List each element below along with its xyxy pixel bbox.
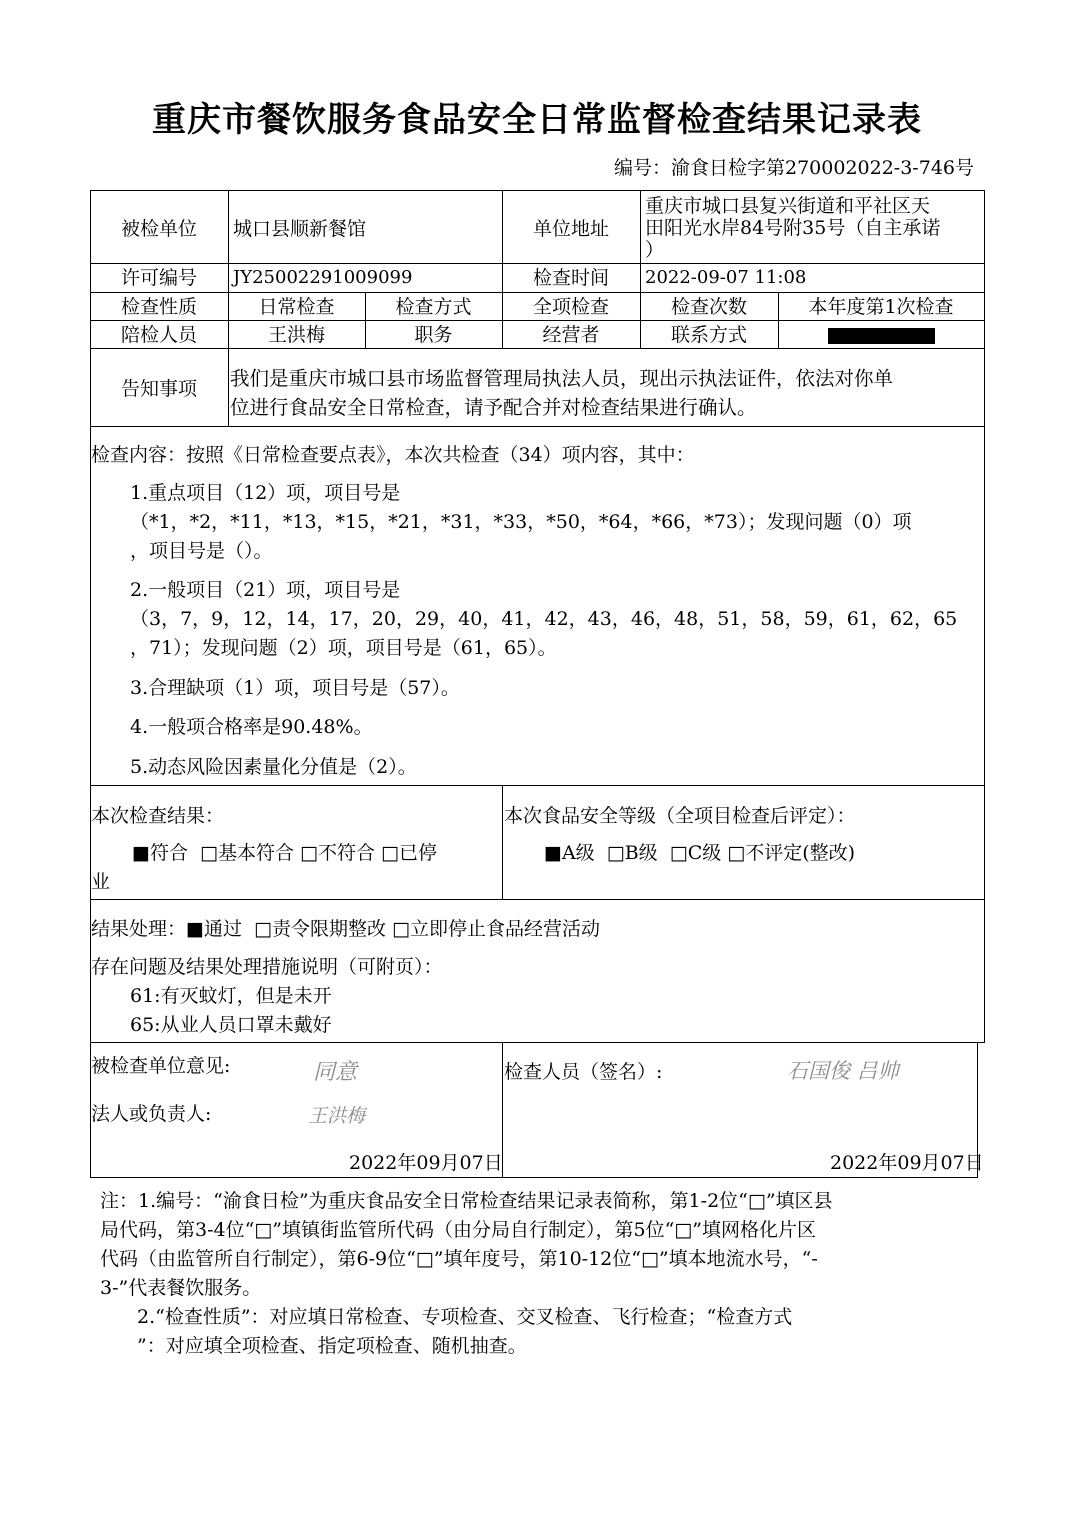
right-date: 2022年09月07日 [830, 1152, 984, 1174]
result-options: ■符合 □基本符合 □不符合 □已停 [132, 842, 437, 864]
escort-value: 王洪梅 [267, 324, 325, 346]
method-value: 全项检查 [532, 296, 609, 318]
table-border-right [984, 190, 985, 1042]
grade-options: ■A级 □B级 □C级 □不评定(整改) [544, 842, 856, 864]
escort-label: 陪检人员 [120, 324, 197, 346]
license-value: JY25002291009099 [233, 267, 413, 288]
note-1-line4: 3-”代表餐饮服务。 [100, 1277, 262, 1299]
page-title: 重庆市餐饮服务食品安全日常监督检查结果记录表 [152, 100, 922, 140]
content-intro: 检查内容：按照《日常检查要点表》，本次共检查（34）项内容，其中： [91, 444, 695, 466]
row-divider [90, 348, 985, 349]
col-divider [502, 785, 503, 899]
position-label: 职务 [414, 324, 453, 346]
nature-value: 日常检查 [258, 296, 335, 318]
result-label: 本次检查结果： [91, 805, 225, 827]
general-items-line3: ，71）；发现问题（2）项，项目号是（61，65）。 [130, 637, 557, 659]
row-divider [90, 1042, 985, 1043]
row-divider [90, 785, 985, 786]
pass-rate: 4.一般项合格率是90.48%。 [130, 716, 373, 738]
legal-rep-signature: 王洪梅 [308, 1105, 366, 1127]
key-items-line2: （*1，*2，*11，*13，*15，*21，*31，*33，*50，*64，*66，*73）；发现问题（0）项 [130, 511, 912, 533]
left-date: 2022年09月07日 [349, 1152, 503, 1174]
time-value: 2022-09-07 11:08 [645, 267, 807, 288]
col-divider [228, 348, 229, 426]
note-2-line2: ”：对应填全项检查、指定项检查、随机抽查。 [137, 1335, 527, 1357]
note-1-line3: 代码（由监管所自行制定），第6-9位“□”填年度号，第10-12位“□”填本地流水号，“- [100, 1248, 818, 1270]
notice-line2: 位进行食品安全日常检查，请予配合并对检查结果进行确认。 [230, 396, 757, 419]
notice-line1: 我们是重庆市城口县市场监督管理局执法人员，现出示执法证件，依法对你单 [230, 367, 894, 390]
result-options-wrap: 业 [91, 871, 111, 893]
contact-redaction [828, 328, 935, 344]
risk-score: 5.动态风险因素量化分值是（2）。 [130, 756, 417, 778]
grade-label: 本次食品安全等级（全项目检查后评定）： [504, 805, 856, 827]
license-label: 许可编号 [120, 267, 197, 289]
issue-item: 61:有灭蚊灯，但是未开 [130, 985, 332, 1007]
note-1-line1: 注：1.编号：“渝食日检”为重庆食品安全日常检查结果记录表简称，第1-2位“□”填区县 [100, 1190, 833, 1212]
document-number: 编号：渝食日检字第270002022-3-746号 [614, 157, 974, 179]
row-divider [90, 426, 985, 427]
inspector-label: 检查人员（签名）: [504, 1061, 663, 1083]
key-items-line1: 1.重点项目（12）项，项目号是 [130, 482, 401, 504]
method-label: 检查方式 [395, 296, 472, 318]
address-label: 单位地址 [532, 218, 609, 240]
time-label: 检查时间 [532, 267, 609, 289]
notice-label: 告知事项 [120, 378, 197, 400]
address-value-line1: 重庆市城口县复兴街道和平社区天 [645, 195, 931, 217]
row-divider [90, 1177, 978, 1178]
row-divider [90, 899, 985, 900]
issues-label: 存在问题及结果处理措施说明（可附页）： [91, 956, 443, 978]
address-value-line3: ） [645, 239, 665, 261]
general-items-line1: 2.一般项目（21）项，项目号是 [130, 579, 401, 601]
inspector-signature: 石国俊 吕帅 [787, 1059, 899, 1083]
position-value: 经营者 [542, 324, 600, 346]
missing-items: 3.合理缺项（1）项，项目号是（57）。 [130, 677, 460, 699]
count-label: 检查次数 [670, 296, 747, 318]
row-divider [90, 292, 985, 293]
row-divider [90, 190, 985, 191]
row-divider [90, 320, 985, 321]
count-value: 本年度第1次检查 [808, 296, 954, 318]
address-value-line2: 田阳光水岸84号附35号（自主承诺 [645, 217, 941, 239]
row-divider [90, 263, 985, 264]
opinion-label: 被检查单位意见: [91, 1055, 231, 1077]
unit-value: 城口县顺新餐馆 [233, 218, 367, 240]
note-1-line2: 局代码，第3-4位“□”填镇街监管所代码（由分局自行制定），第5位“□”填网格化片区 [100, 1219, 816, 1241]
legal-rep-label: 法人或负责人: [91, 1103, 212, 1125]
general-items-line2: （3，7，9，12，14，17，20，29，40，41，42，43，46，48，51，58，59，61，62，65 [130, 608, 958, 630]
contact-label: 联系方式 [670, 324, 747, 346]
unit-label: 被检单位 [120, 218, 197, 240]
note-2-line1: 2.“检查性质”：对应填日常检查、专项检查、交叉检查、飞行检查；“检查方式 [137, 1306, 793, 1328]
nature-label: 检查性质 [120, 296, 197, 318]
opinion-signature: 同意 [313, 1060, 358, 1085]
key-items-line3: ，项目号是（）。 [130, 540, 273, 562]
handling-line: 结果处理：■通过 □责令限期整改 □立即停止食品经营活动 [91, 918, 600, 940]
issue-item: 65:从业人员口罩未戴好 [130, 1014, 332, 1036]
